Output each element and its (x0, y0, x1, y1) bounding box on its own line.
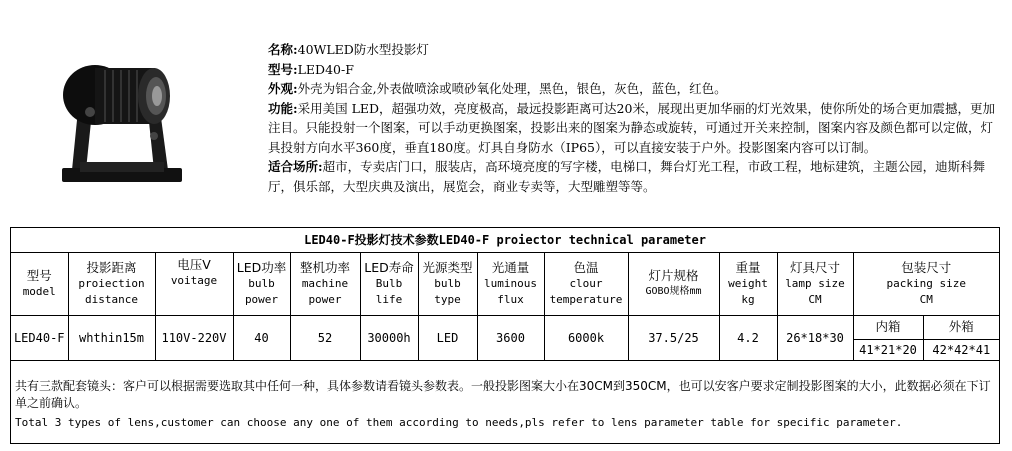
lens-notes (15, 378, 995, 431)
header-zh: 整机功率 (299, 260, 350, 275)
model-label: 型号: (268, 61, 298, 77)
header-en: temperature (549, 293, 623, 306)
header-en: bulb (434, 277, 461, 290)
header-en: voitage (170, 274, 218, 287)
header-en: power (244, 293, 279, 306)
header-en: life (375, 293, 403, 306)
header-en: model (22, 285, 56, 298)
header-row (11, 253, 999, 316)
appearance-row (268, 79, 1003, 99)
note-zh: 共有三款配套镜头：客户可以根据需要选取其中任何一种，具体参数请看镜头参数表。一般投影图案大小在30CM到350CM，也可以安客户要求定制投影图案的大小，此数据必须在下订单之前确认。 (15, 379, 991, 410)
table-title: LED40-F投影灯技术参数LED40-F proiector technical parameter (11, 228, 999, 253)
header-en: bulb (248, 277, 275, 290)
header-zh: 包装尺寸 (901, 260, 952, 275)
venue-label: 适合场所: (268, 159, 323, 174)
appearance-label: 外观: (268, 81, 298, 96)
value-life: 30000h (360, 316, 418, 361)
spec-sheet (10, 227, 1000, 444)
model-value: LED40-F (297, 61, 354, 77)
header-zh: 电压V (177, 257, 211, 272)
inner-box-label: 内箱 (853, 316, 923, 340)
header-zh: 色温 (573, 260, 599, 275)
header-distance (68, 253, 155, 316)
spec-table (11, 228, 999, 361)
header-model (11, 253, 68, 316)
header-machine-power (290, 253, 360, 316)
header-en: machine (301, 277, 349, 290)
venue-value: 超市，专卖店门口，服装店，高环境亮度的写字楼，电梯口，舞台灯光工程，市政工程，地标建筑，主题公园，迪斯科舞厅，俱乐部，大型庆典及演出，展览会，商业专卖等，大型雕塑等等。 (268, 159, 986, 194)
header-en: luminous (484, 277, 537, 290)
value-bulb-power: 40 (233, 316, 290, 361)
value-flux: 3600 (477, 316, 544, 361)
header-zh: LED功率 (236, 260, 287, 275)
header-weight (719, 253, 777, 316)
header-en: proiection (78, 277, 145, 290)
projector-lamp-image (50, 50, 190, 200)
value-weight: 4.2 (719, 316, 777, 361)
header-bulb-type (418, 253, 477, 316)
header-lamp-size (777, 253, 853, 316)
header-zh: 型号 (26, 268, 52, 283)
header-en: type (434, 293, 461, 306)
header-zh: 光源类型 (422, 260, 473, 275)
function-row (268, 99, 1003, 158)
header-life (360, 253, 418, 316)
header-zh: 投影距离 (86, 260, 137, 275)
inner-box-value: 41*21*20 (853, 339, 923, 360)
header-zh: 灯具尺寸 (789, 260, 840, 275)
header-zh: 灯片规格 (648, 268, 699, 283)
header-zh: LED寿命 (364, 260, 414, 275)
outer-box-label: 外箱 (923, 316, 999, 340)
venue-row (268, 157, 1003, 196)
name-label: 名称: (268, 42, 298, 57)
product-description (268, 40, 1003, 196)
value-lamp-size: 26*18*30 (777, 316, 853, 361)
value-bulb-type: LED (418, 316, 477, 361)
header-en: clour (569, 277, 603, 290)
header-en: lamp size (785, 277, 845, 290)
header-en: weight (728, 277, 768, 290)
value-temperature: 6000k (544, 316, 628, 361)
header-en: power (308, 293, 342, 306)
header-en: distance (85, 293, 138, 306)
header-voltage (155, 253, 233, 316)
header-en: Bulb (375, 277, 403, 290)
name-value: 40WLED防水型投影灯 (297, 42, 429, 57)
header-en: CM (808, 293, 822, 306)
header-en: CM (919, 293, 933, 306)
note-en: Total 3 types of lens,customer can choose any one of them according to needs,pls refer to lens parameter table for specific parameter. (15, 416, 903, 429)
header-temperature (544, 253, 628, 316)
function-value: 采用美国 LED，超强功效，亮度极高，最远投影距离可达20米，展现出更加华丽的灯光效果，使你所处的场合更加震撼，更加注目。只能投射一个图案，可以手动更换图案，投影出来的图案为静态或旋转，可通过开关来控制，图案内容及颜色都可以定做，灯具投射方向水平360度，垂直180度。灯具自身防水（IP65），可以直接安装于户外。投影图案内容可以订制。 (268, 100, 995, 155)
appearance-value: 外壳为铝合金,外表做喷涂或喷砂氧化处理，黑色，银色，灰色，蓝色，红色。 (297, 81, 727, 96)
header-en: GOBO规格mm (645, 286, 702, 297)
value-gobo: 37.5/25 (628, 316, 719, 361)
name-row (268, 40, 1003, 60)
header-en: kg (741, 293, 755, 306)
header-gobo (628, 253, 719, 316)
header-en: packing size (886, 277, 967, 290)
value-row-top (11, 316, 999, 340)
model-row (268, 60, 1003, 80)
value-machine-power: 52 (290, 316, 360, 361)
header-flux (477, 253, 544, 316)
header-bulb-power (233, 253, 290, 316)
value-distance: whthin15m (68, 316, 155, 361)
value-voltage: 110V-220V (155, 316, 233, 361)
header-zh: 重量 (735, 260, 761, 275)
function-label: 功能: (268, 100, 298, 116)
header-en: flux (497, 293, 524, 306)
header-zh: 光通量 (491, 260, 530, 275)
header-packing-size (853, 253, 999, 316)
value-model: LED40-F (11, 316, 68, 361)
outer-box-value: 42*42*41 (923, 339, 999, 360)
